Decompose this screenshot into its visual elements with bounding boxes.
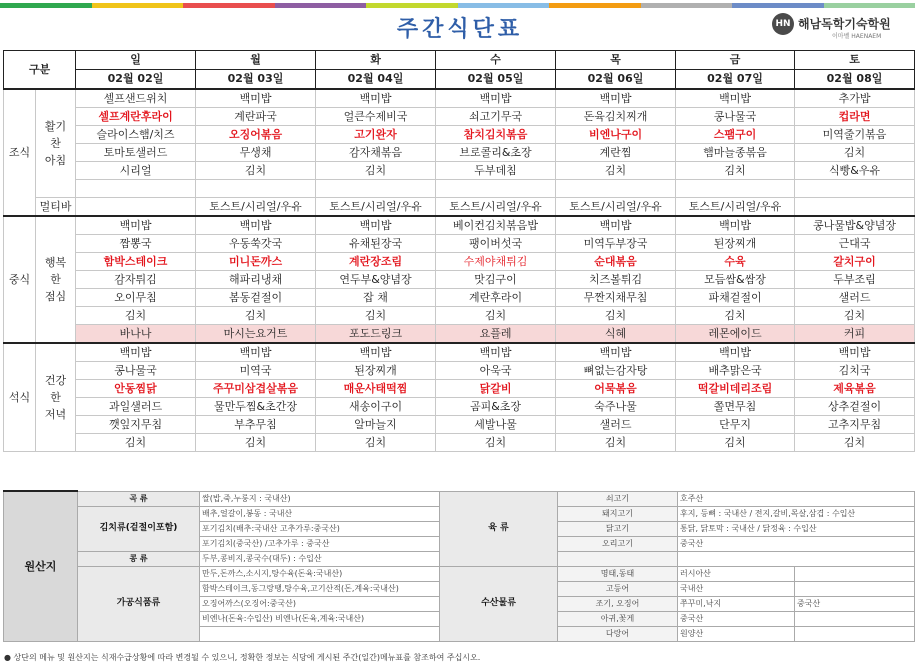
day-header: 금 bbox=[676, 51, 795, 70]
menu-item: 함박스테이크 bbox=[76, 253, 196, 271]
menu-row bbox=[4, 289, 915, 307]
menu-item: 김치 bbox=[556, 162, 676, 180]
menu-row bbox=[4, 253, 915, 271]
menu-item: 백미밥 bbox=[316, 216, 436, 235]
multibar-item: 토스트/시리얼/우유 bbox=[316, 198, 436, 217]
menu-item: 슬라이스햄/치즈 bbox=[76, 126, 196, 144]
menu-item: 백미밥 bbox=[316, 89, 436, 108]
menu-item: 부추무침 bbox=[196, 416, 316, 434]
menu-item: 김치 bbox=[556, 307, 676, 325]
menu-item: 백미밥 bbox=[76, 343, 196, 362]
menu-item bbox=[676, 180, 795, 198]
origin-row bbox=[4, 566, 915, 581]
menu-item: 셀프샌드위치 bbox=[76, 89, 196, 108]
menu-row bbox=[4, 307, 915, 325]
menu-item: 백미밥 bbox=[556, 89, 676, 108]
day-header: 토 bbox=[795, 51, 915, 70]
day-header: 일 bbox=[76, 51, 196, 70]
menu-item: 무짠지채무침 bbox=[556, 289, 676, 307]
menu-row bbox=[4, 362, 915, 380]
menu-item: 백미밥 bbox=[676, 343, 795, 362]
meal-subtitle-part: 한 bbox=[50, 391, 61, 404]
origin-item: 오리고기 bbox=[558, 536, 678, 551]
menu-item: 계란후라이 bbox=[436, 289, 556, 307]
menu-item: 알마늘지 bbox=[316, 416, 436, 434]
menu-item: 닭갈비 bbox=[436, 380, 556, 398]
snack-row bbox=[4, 325, 915, 344]
menu-row bbox=[4, 126, 915, 144]
menu-row bbox=[4, 416, 915, 434]
origin-category: 김치류(겉절이포함) bbox=[78, 506, 200, 551]
menu-item: 유채된장국 bbox=[316, 235, 436, 253]
origin-item: 쇠고기 bbox=[558, 491, 678, 506]
menu-item: 샐러드 bbox=[556, 416, 676, 434]
multibar-item bbox=[76, 198, 196, 217]
menu-item: 오이무침 bbox=[76, 289, 196, 307]
menu-item: 백미밥 bbox=[436, 343, 556, 362]
footnote: ● 상단의 메뉴 및 원산지는 식재수급상황에 따라 변경될 수 있으니, 정확한 정보는 식당에 게시된 주간(일간)메뉴표를 참조하여 주십시오. bbox=[4, 653, 481, 662]
menu-item: 토마토샐러드 bbox=[76, 144, 196, 162]
menu-item: 깻잎지무침 bbox=[76, 416, 196, 434]
menu-item: 김치 bbox=[676, 434, 795, 452]
menu-item: 두부조림 bbox=[795, 271, 915, 289]
origin-table bbox=[3, 490, 915, 642]
menu-item: 미역국 bbox=[196, 362, 316, 380]
stripe-segment bbox=[824, 3, 915, 8]
menu-item: 백미밥 bbox=[196, 216, 316, 235]
division-header: 구분 bbox=[4, 51, 76, 90]
menu-item: 콩나물밥&양념장 bbox=[795, 216, 915, 235]
menu-item: 김치 bbox=[556, 434, 676, 452]
logo-name: 해남독학기숙학원 bbox=[798, 17, 891, 31]
menu-item: 안동찜닭 bbox=[76, 380, 196, 398]
origin-item: 고등어 bbox=[558, 581, 678, 596]
menu-item: 미니돈까스 bbox=[196, 253, 316, 271]
menu-item bbox=[76, 180, 196, 198]
menu-item: 샐러드 bbox=[795, 289, 915, 307]
menu-item: 백미밥 bbox=[676, 216, 795, 235]
menu-item bbox=[556, 180, 676, 198]
menu-item: 짬뽕국 bbox=[76, 235, 196, 253]
origin-detail: 배추,얼갈이,봉동 : 국내산 bbox=[200, 506, 440, 521]
menu-item: 백미밥 bbox=[436, 89, 556, 108]
menu-item: 김치 bbox=[196, 162, 316, 180]
weekly-menu-table bbox=[3, 50, 915, 452]
menu-item: 미역두부장국 bbox=[556, 235, 676, 253]
menu-item: 치즈볼튀김 bbox=[556, 271, 676, 289]
stripe-segment bbox=[366, 3, 458, 8]
origin-detail: 후지, 등뼈 : 국내산 / 전지,갈비,목살,삼겹 : 수입산 bbox=[678, 506, 915, 521]
menu-item: 맛김구이 bbox=[436, 271, 556, 289]
day-header: 수 bbox=[436, 51, 556, 70]
origin-detail: 쌀(밥,죽,누룽지 : 국내산) bbox=[200, 491, 440, 506]
meal-subtitle bbox=[36, 216, 76, 343]
menu-item: 셀프계란후라이 bbox=[76, 108, 196, 126]
origin-category: 곡 류 bbox=[78, 491, 200, 506]
meal-subtitle-part: 점심 bbox=[44, 290, 67, 303]
menu-item bbox=[196, 180, 316, 198]
day-header: 월 bbox=[196, 51, 316, 70]
origin-detail bbox=[795, 611, 915, 626]
menu-item: 세발나물 bbox=[436, 416, 556, 434]
menu-item: 연두부&양념장 bbox=[316, 271, 436, 289]
menu-item: 브로콜리&초장 bbox=[436, 144, 556, 162]
origin-item: 다랑어 bbox=[558, 626, 678, 641]
origin-row bbox=[4, 491, 915, 506]
menu-item: 단무지 bbox=[676, 416, 795, 434]
page-title: 주간식단표 bbox=[396, 17, 524, 42]
origin-detail: 오징어까스(오징어:중국산) bbox=[200, 596, 440, 611]
menu-item: 백미밥 bbox=[556, 216, 676, 235]
menu-item: 김치 bbox=[676, 307, 795, 325]
menu-item: 우동쑥갓국 bbox=[196, 235, 316, 253]
menu-item: 두부데침 bbox=[436, 162, 556, 180]
menu-item: 비엔나구이 bbox=[556, 126, 676, 144]
origin-item: 돼지고기 bbox=[558, 506, 678, 521]
meal-label: 조식 bbox=[4, 89, 36, 216]
menu-item: 오징어볶음 bbox=[196, 126, 316, 144]
menu-row bbox=[4, 343, 915, 362]
menu-item: 백미밥 bbox=[795, 343, 915, 362]
meal-subtitle-part: 행복 bbox=[44, 256, 67, 269]
origin-detail: 포기김치(중국산) /고추가루 : 중국산 bbox=[200, 536, 440, 551]
menu-item: 김치 bbox=[436, 307, 556, 325]
academy-logo bbox=[772, 13, 912, 43]
meal-label: 중식 bbox=[4, 216, 36, 343]
snack-item: 레몬에이드 bbox=[676, 325, 795, 344]
menu-item: 김치 bbox=[316, 434, 436, 452]
menu-item: 컵라면 bbox=[795, 108, 915, 126]
menu-item: 김치 bbox=[795, 434, 915, 452]
menu-item: 돈육김치찌개 bbox=[556, 108, 676, 126]
menu-item: 백미밥 bbox=[676, 89, 795, 108]
menu-item: 순대볶음 bbox=[556, 253, 676, 271]
snack-item: 바나나 bbox=[76, 325, 196, 344]
date-header: 02월 08일 bbox=[795, 70, 915, 90]
snack-item: 요플레 bbox=[436, 325, 556, 344]
meal-subtitle bbox=[36, 89, 76, 198]
menu-item: 스팸구이 bbox=[676, 126, 795, 144]
origin-detail bbox=[795, 581, 915, 596]
menu-item: 곰피&초장 bbox=[436, 398, 556, 416]
origin-detail: 러시아산 bbox=[678, 566, 795, 581]
menu-item: 백미밥 bbox=[556, 343, 676, 362]
menu-item: 김치 bbox=[196, 434, 316, 452]
menu-row bbox=[4, 398, 915, 416]
origin-detail: 중국산 bbox=[678, 536, 915, 551]
menu-item: 어묵볶음 bbox=[556, 380, 676, 398]
menu-item: 파채겉절이 bbox=[676, 289, 795, 307]
origin-detail: 중국산 bbox=[678, 611, 795, 626]
menu-item: 배추맑은국 bbox=[676, 362, 795, 380]
menu-item bbox=[795, 180, 915, 198]
menu-row bbox=[4, 108, 915, 126]
menu-item: 계란장조림 bbox=[316, 253, 436, 271]
menu-row bbox=[4, 380, 915, 398]
date-header: 02월 04일 bbox=[316, 70, 436, 90]
origin-detail bbox=[795, 626, 915, 641]
day-header: 화 bbox=[316, 51, 436, 70]
menu-item: 새송이구이 bbox=[316, 398, 436, 416]
logo-subtitle: 이마벨 HAENAEM bbox=[832, 33, 882, 40]
menu-item: 김치 bbox=[316, 162, 436, 180]
stripe-segment bbox=[458, 3, 550, 8]
menu-item: 베이컨김치볶음밥 bbox=[436, 216, 556, 235]
origin-category: 콩 류 bbox=[78, 551, 200, 566]
logo-mark-icon: HN bbox=[772, 13, 794, 35]
menu-item: 된장찌개 bbox=[676, 235, 795, 253]
snack-item: 커피 bbox=[795, 325, 915, 344]
stripe-segment bbox=[641, 3, 733, 8]
meal-subtitle-part: 건강 bbox=[44, 374, 67, 387]
menu-item: 미역줄기볶음 bbox=[795, 126, 915, 144]
origin-detail: 포기김치(배추:국내산 고추가루:중국산) bbox=[200, 521, 440, 536]
multibar-item: 토스트/시리얼/우유 bbox=[196, 198, 316, 217]
menu-item: 백미밥 bbox=[316, 343, 436, 362]
menu-item: 제육볶음 bbox=[795, 380, 915, 398]
meal-subtitle-part: 아침 bbox=[44, 154, 67, 167]
menu-item: 해파리냉채 bbox=[196, 271, 316, 289]
menu-item: 김치 bbox=[76, 307, 196, 325]
origin-detail: 국내산 bbox=[678, 581, 795, 596]
meal-subtitle bbox=[36, 343, 76, 452]
menu-item: 모듬쌈&쌈장 bbox=[676, 271, 795, 289]
origin-detail: 함박스테이크,동그랑땡,탕수육,고기산적(돈,계육:국내산) bbox=[200, 581, 440, 596]
menu-item: 콩나물국 bbox=[76, 362, 196, 380]
origin-category: 수산물류 bbox=[440, 566, 558, 641]
multibar-item: 토스트/시리얼/우유 bbox=[556, 198, 676, 217]
menu-item: 아욱국 bbox=[436, 362, 556, 380]
menu-row bbox=[4, 216, 915, 235]
stripe-segment bbox=[92, 3, 184, 8]
origin-detail bbox=[678, 551, 915, 566]
menu-item: 참치김치볶음 bbox=[436, 126, 556, 144]
stripe-segment bbox=[732, 3, 824, 8]
menu-item: 계란파국 bbox=[196, 108, 316, 126]
menu-item: 시리얼 bbox=[76, 162, 196, 180]
color-stripe bbox=[0, 0, 915, 11]
date-header: 02월 06일 bbox=[556, 70, 676, 90]
date-header: 02월 07일 bbox=[676, 70, 795, 90]
menu-item: 떡갈비데리조림 bbox=[676, 380, 795, 398]
origin-item: 아귀,꽃게 bbox=[558, 611, 678, 626]
origin-detail: 호주산 bbox=[678, 491, 915, 506]
menu-item: 숙주나물 bbox=[556, 398, 676, 416]
menu-item: 김치 bbox=[316, 307, 436, 325]
menu-item: 고추지무침 bbox=[795, 416, 915, 434]
menu-row bbox=[4, 235, 915, 253]
origin-detail: 원양산 bbox=[678, 626, 795, 641]
multibar-item bbox=[795, 198, 915, 217]
menu-item: 식빵&우유 bbox=[795, 162, 915, 180]
menu-item: 백미밥 bbox=[76, 216, 196, 235]
menu-item: 김치국 bbox=[795, 362, 915, 380]
menu-item: 고기완자 bbox=[316, 126, 436, 144]
snack-item: 마시는요거트 bbox=[196, 325, 316, 344]
stripe-segment bbox=[0, 3, 92, 8]
menu-item: 김치 bbox=[76, 434, 196, 452]
meal-subtitle-part: 저녁 bbox=[44, 408, 67, 421]
menu-item: 김치 bbox=[795, 144, 915, 162]
menu-row bbox=[4, 434, 915, 452]
stripe-segment bbox=[183, 3, 275, 8]
snack-item: 식혜 bbox=[556, 325, 676, 344]
menu-item: 햄마늘종볶음 bbox=[676, 144, 795, 162]
menu-item: 감자채볶음 bbox=[316, 144, 436, 162]
menu-row bbox=[4, 89, 915, 108]
menu-item: 갈치구이 bbox=[795, 253, 915, 271]
menu-item: 봄동겉절이 bbox=[196, 289, 316, 307]
menu-item: 잡 채 bbox=[316, 289, 436, 307]
origin-detail: 두부,콩비지,콩국수(대두) : 수입산 bbox=[200, 551, 440, 566]
multibar-label: 멀티바 bbox=[36, 198, 76, 217]
origin-detail: 비엔나(돈육:수입산) 비엔나(돈육,계육:국내산) bbox=[200, 611, 440, 626]
origin-detail bbox=[200, 626, 440, 641]
menu-item: 주꾸미삼겹살볶음 bbox=[196, 380, 316, 398]
multibar-item: 토스트/시리얼/우유 bbox=[676, 198, 795, 217]
menu-item: 쫄면무침 bbox=[676, 398, 795, 416]
date-header: 02월 05일 bbox=[436, 70, 556, 90]
menu-item: 팽이버섯국 bbox=[436, 235, 556, 253]
menu-item: 계란찜 bbox=[556, 144, 676, 162]
menu-item: 김치 bbox=[795, 307, 915, 325]
meal-subtitle-part: 한 bbox=[50, 273, 61, 286]
origin-detail: 만두,돈까스,소시지,탕수육(돈육:국내산) bbox=[200, 566, 440, 581]
origin-detail: 중국산 bbox=[795, 596, 915, 611]
menu-item: 물만두찜&초간장 bbox=[196, 398, 316, 416]
stripe-segment bbox=[275, 3, 367, 8]
menu-item: 매운사태떡찜 bbox=[316, 380, 436, 398]
menu-item: 김치 bbox=[196, 307, 316, 325]
menu-item: 수육 bbox=[676, 253, 795, 271]
origin-category: 가공식품류 bbox=[78, 566, 200, 641]
multibar-row bbox=[4, 198, 915, 217]
origin-item: 조기, 오징어 bbox=[558, 596, 678, 611]
menu-item: 얼큰수제비국 bbox=[316, 108, 436, 126]
menu-item: 감자튀김 bbox=[76, 271, 196, 289]
menu-item bbox=[436, 180, 556, 198]
origin-item: 닭고기 bbox=[558, 521, 678, 536]
stripe-segment bbox=[549, 3, 641, 8]
menu-item: 김치 bbox=[676, 162, 795, 180]
multibar-item: 토스트/시리얼/우유 bbox=[436, 198, 556, 217]
origin-detail: 쭈꾸미,낙지 bbox=[678, 596, 795, 611]
menu-row bbox=[4, 180, 915, 198]
origin-detail: 통닭, 닭토막 : 국내산 / 닭정육 : 수입산 bbox=[678, 521, 915, 536]
menu-item: 무생채 bbox=[196, 144, 316, 162]
menu-item: 수제야채튀김 bbox=[436, 253, 556, 271]
menu-row bbox=[4, 144, 915, 162]
origin-detail bbox=[795, 566, 915, 581]
menu-item bbox=[316, 180, 436, 198]
menu-item: 상추겉절이 bbox=[795, 398, 915, 416]
snack-item: 포도드링크 bbox=[316, 325, 436, 344]
meal-subtitle-part: 찬 bbox=[50, 137, 61, 150]
menu-item: 콩나물국 bbox=[676, 108, 795, 126]
menu-item: 과일샐러드 bbox=[76, 398, 196, 416]
day-header: 목 bbox=[556, 51, 676, 70]
menu-item: 근대국 bbox=[795, 235, 915, 253]
menu-item: 된장찌개 bbox=[316, 362, 436, 380]
origin-category: 육 류 bbox=[440, 491, 558, 566]
menu-item: 쇠고기무국 bbox=[436, 108, 556, 126]
menu-row bbox=[4, 271, 915, 289]
menu-item: 김치 bbox=[436, 434, 556, 452]
date-header: 02월 02일 bbox=[76, 70, 196, 90]
origin-item bbox=[558, 551, 678, 566]
menu-item: 백미밥 bbox=[196, 343, 316, 362]
menu-item: 뼈없는감자탕 bbox=[556, 362, 676, 380]
menu-item: 백미밥 bbox=[196, 89, 316, 108]
menu-item: 추가밥 bbox=[795, 89, 915, 108]
origin-label: 원산지 bbox=[4, 491, 78, 641]
origin-item: 명태,동태 bbox=[558, 566, 678, 581]
menu-row bbox=[4, 162, 915, 180]
date-header: 02월 03일 bbox=[196, 70, 316, 90]
meal-subtitle-part: 활기 bbox=[44, 120, 67, 133]
meal-label: 석식 bbox=[4, 343, 36, 452]
